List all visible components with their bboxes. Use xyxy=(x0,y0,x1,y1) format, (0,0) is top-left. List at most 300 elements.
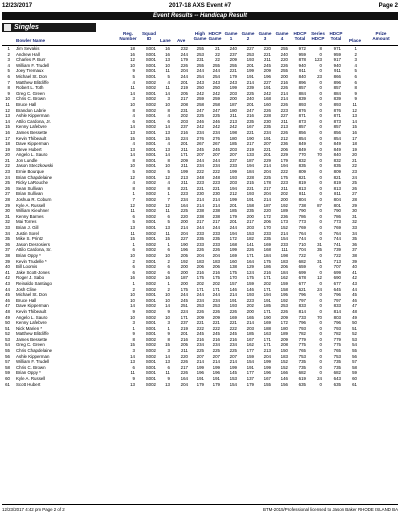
cell-lane: 10 xyxy=(165,101,170,107)
cell-high-game: 255 xyxy=(196,62,204,68)
cell-place: 9 xyxy=(354,90,357,96)
cell-squad-id: S002 xyxy=(145,85,156,91)
cell-squad-id: S002 xyxy=(145,213,156,219)
cell-hdcp-total-2: 971 xyxy=(333,46,341,51)
cell-series-hdcp: 0 xyxy=(319,169,322,175)
cell-high-game: 245 xyxy=(196,331,204,337)
cell-game3: 167 xyxy=(263,376,271,382)
cell-bowler-name: Brian Oppy * xyxy=(16,370,41,376)
cell-game4: 152 xyxy=(280,225,288,230)
cell-lane: 5 xyxy=(167,169,170,175)
cell-hdcp-game: 233 xyxy=(212,230,220,236)
cell-game4: 175 xyxy=(280,174,288,180)
cell-hdcp-total: 797 xyxy=(298,297,306,303)
cell-place: 27 xyxy=(352,191,357,197)
cell-lane: 7 xyxy=(167,197,170,203)
cell-reg-number: 9 xyxy=(132,376,135,382)
cell-series-hdcp: 0 xyxy=(319,191,322,197)
cell-bowler-name: Justin Sorel xyxy=(16,230,39,236)
cell-bowler-name: Kyle A. Russell xyxy=(16,376,46,382)
cell-hdcp-total-2: 893 xyxy=(333,101,341,107)
cell-game2: 201 xyxy=(246,62,254,68)
cell-high-game: 214 xyxy=(196,359,204,365)
cell-game4: 233 xyxy=(280,241,288,247)
cell-place: 34 xyxy=(352,230,357,236)
cell-reg-number: 10 xyxy=(130,62,135,68)
cell-hdcp-total: 833 xyxy=(298,303,306,309)
cell-hdcp-total: 821 xyxy=(298,174,306,180)
cell-game2: 177 xyxy=(246,370,254,376)
cell-hdcp-total-2: 796 xyxy=(333,292,341,298)
cell-hdcp-total-2: 803 xyxy=(333,314,341,320)
cell-squad-id: S001 xyxy=(145,297,156,303)
cell-ave: 226 xyxy=(180,370,188,376)
cell-rank: 6 xyxy=(7,73,10,79)
cell-hdcp-total-2: 813 xyxy=(333,185,341,191)
cell-hdcp-total-2: 786 xyxy=(333,213,341,219)
cell-hdcp-total: 849 xyxy=(298,141,306,147)
cell-squad-id: S002 xyxy=(145,79,156,85)
cell-reg-number: 7 xyxy=(132,197,135,203)
cell-game2: 225 xyxy=(246,90,254,96)
cell-rank: 17 xyxy=(5,135,10,141)
cell-game3: 204 xyxy=(263,191,271,197)
cell-lane: 1 xyxy=(167,325,170,331)
cell-game1: 214 xyxy=(229,359,237,365)
cell-place: 40 xyxy=(352,264,357,270)
cell-game3: 234 xyxy=(263,129,271,135)
cell-ave: 227 xyxy=(180,236,188,242)
cell-game1: 201 xyxy=(229,219,237,225)
cell-squad-id: S002 xyxy=(145,169,156,175)
cell-place: 23 xyxy=(352,169,357,175)
cell-rank: 11 xyxy=(5,101,10,107)
cell-game1: 169 xyxy=(229,252,237,258)
cell-hdcp-total-2: 871 xyxy=(333,113,341,119)
cell-game2: 239 xyxy=(246,85,254,91)
cell-bowler-name: Chris C. Brown xyxy=(16,96,46,102)
cell-game3: 213 xyxy=(263,348,271,354)
cell-game3: 226 xyxy=(263,107,271,113)
cell-ave: 217 xyxy=(180,364,188,370)
cell-squad-id: S001 xyxy=(145,73,156,79)
cell-game4: 226 xyxy=(280,308,288,314)
cell-high-game: 245 xyxy=(196,146,204,152)
cell-series-hdcp: 0 xyxy=(319,308,322,314)
cell-series-hdcp: 0 xyxy=(319,85,322,91)
cell-series-hdcp: 31 xyxy=(317,258,322,264)
cell-game3: 220 xyxy=(263,46,271,51)
cell-hdcp-total: 786 xyxy=(298,213,306,219)
cell-game1: 154 xyxy=(229,381,237,387)
cell-series-hdcp: 0 xyxy=(319,303,322,309)
cell-game2: 179 xyxy=(246,381,254,387)
cell-lane: 2 xyxy=(167,286,170,292)
cell-ave: 204 xyxy=(180,230,188,236)
cell-high-game: 234 xyxy=(196,342,204,348)
cell-hdcp-total: 682 xyxy=(298,258,306,264)
cell-reg-number: 15 xyxy=(130,342,135,348)
cell-bowler-name: Sean Sullivan xyxy=(16,185,43,191)
cell-game1: 244 xyxy=(229,225,237,230)
cell-game3: 206 xyxy=(263,219,271,225)
cell-game3: 204 xyxy=(263,353,271,359)
results-table xyxy=(0,46,400,387)
cell-game1: 214 xyxy=(229,292,237,298)
cell-ave: 203 xyxy=(180,118,188,124)
cell-place: 31 xyxy=(352,213,357,219)
cell-high-game: 235 xyxy=(196,236,204,242)
cell-squad-id: S001 xyxy=(145,129,156,135)
cell-game2: 187 xyxy=(246,157,254,163)
cell-ave: 209 xyxy=(180,157,188,163)
cell-series-hdcp: 0 xyxy=(319,157,322,163)
cell-game1: 193 xyxy=(229,303,237,309)
cell-game3: 211 xyxy=(264,57,271,63)
cell-reg-number: 11 xyxy=(130,85,135,91)
cell-high-game: 246 xyxy=(196,118,204,124)
cell-series-hdcp: 0 xyxy=(319,107,322,113)
cell-game1: 209 xyxy=(229,57,237,63)
cell-game3: 207 xyxy=(263,141,271,147)
cell-reg-number: 9 xyxy=(132,68,135,74)
cell-reg-number: 8 xyxy=(132,107,135,113)
cell-reg-number: 13 xyxy=(130,129,135,135)
cell-rank: 19 xyxy=(5,146,10,152)
col-hdcp-total-2: HDCP Total xyxy=(329,31,343,41)
cell-game1: 221 xyxy=(229,320,237,326)
cell-high-game: 234 xyxy=(196,297,204,303)
cell-hdcp-total-2: 832 xyxy=(333,157,341,163)
cell-high-game: 209 xyxy=(196,314,204,320)
cell-place: 18 xyxy=(352,141,357,147)
cell-reg-number: 8 xyxy=(132,336,135,342)
cell-game2: 146 xyxy=(246,286,254,292)
cell-place: 9 xyxy=(354,96,357,102)
cell-bowler-name: Attilo Cardona, Jr. xyxy=(16,118,51,124)
cell-hdcp-game: 221 xyxy=(212,185,220,191)
cell-lane: 9 xyxy=(167,331,170,337)
cell-high-game: 207 xyxy=(196,353,204,359)
cell-series-hdcp: 0 xyxy=(319,331,322,337)
cell-game4: 183 xyxy=(280,258,288,264)
cell-hdcp-game: 243 xyxy=(212,79,220,85)
cell-squad-id: S002 xyxy=(145,314,156,320)
cell-rank: 3 xyxy=(7,57,10,63)
cell-hdcp-total-2: 769 xyxy=(333,225,341,230)
cell-rank: 1 xyxy=(7,46,10,51)
cell-rank: 8 xyxy=(7,85,10,91)
cell-game3: 171 xyxy=(263,275,271,281)
cell-reg-number: 6 xyxy=(132,364,135,370)
cell-hdcp-game: 244 xyxy=(212,225,220,230)
cell-rank: 52 xyxy=(5,331,10,337)
cell-hdcp-total: 849 xyxy=(298,146,306,152)
cell-ave: 190 xyxy=(180,241,188,247)
cell-hdcp-total-2: 735 xyxy=(333,359,341,365)
cell-game3: 201 xyxy=(263,152,271,158)
cell-ave: 224 xyxy=(180,135,188,141)
cell-reg-number: 9 xyxy=(132,331,135,337)
cell-series-hdcp: 35 xyxy=(317,247,322,253)
cell-hdcp-game: 226 xyxy=(212,308,220,314)
cell-game2: 219 xyxy=(246,146,254,152)
cell-squad-id: S002 xyxy=(145,180,156,186)
cell-hdcp-game: 222 xyxy=(212,169,220,175)
cell-series-hdcp: 0 xyxy=(319,180,322,186)
cell-place: 44 xyxy=(352,286,357,292)
cell-series-hdcp: 0 xyxy=(319,342,322,348)
cell-hdcp-game: 234 xyxy=(212,342,220,348)
cell-game2: 227 xyxy=(246,46,254,51)
cell-lane: 10 xyxy=(165,252,170,258)
cell-hdcp-total: 835 xyxy=(298,163,306,169)
cell-bowler-name: Ricky LaRouche xyxy=(16,180,48,186)
cell-game4: 172 xyxy=(280,320,288,326)
col-lane: Lane xyxy=(160,38,171,43)
cell-game2: 228 xyxy=(246,174,254,180)
cell-hdcp-total-2: 811 xyxy=(334,191,341,197)
cell-game4: 189 xyxy=(280,331,288,337)
cell-squad-id: S001 xyxy=(145,157,156,163)
cell-hdcp-total-2: 645 xyxy=(333,286,341,292)
cell-bowler-name: Matthew Blitcliffe xyxy=(16,79,49,85)
cell-game3: 196 xyxy=(263,370,271,376)
cell-hdcp-total: 710 xyxy=(298,241,306,247)
cell-lane: 3 xyxy=(167,320,170,326)
cell-hdcp-game: 21 xyxy=(215,46,220,51)
cell-game3: 191 xyxy=(263,297,271,303)
cell-ave: 202 xyxy=(180,113,188,119)
cell-hdcp-total-2: 782 xyxy=(333,331,341,337)
cell-hdcp-total: 677 xyxy=(298,280,306,286)
cell-lane: 13 xyxy=(165,359,170,365)
cell-game2: 137 xyxy=(246,376,254,382)
cell-series-hdcp: 0 xyxy=(319,225,322,230)
cell-game4: 220 xyxy=(280,57,288,63)
cell-ave: 226 xyxy=(180,62,188,68)
cell-hdcp-game: 247 xyxy=(212,107,220,113)
cell-squad-id: S001 xyxy=(145,258,156,264)
cell-game3: 191 xyxy=(263,135,271,141)
cell-game2: 193 xyxy=(246,191,254,197)
cell-game2: 162 xyxy=(246,342,254,348)
cell-series-hdcp: 0 xyxy=(319,101,322,107)
cell-game2: 159 xyxy=(246,353,254,359)
cell-rank: 35 xyxy=(5,236,10,242)
cell-place: 47 xyxy=(352,303,357,309)
cell-game4: 202 xyxy=(280,191,288,197)
cell-high-game: 191 xyxy=(196,376,204,382)
cell-game4: 223 xyxy=(280,180,288,186)
cell-lane: 11 xyxy=(165,68,170,74)
cell-game1: 157 xyxy=(229,280,237,286)
cell-high-game: 234 xyxy=(196,129,204,135)
cell-ave: 196 xyxy=(180,247,188,253)
col-hdcp-total: HDCP Total xyxy=(293,31,307,41)
cell-game2: 203 xyxy=(246,325,254,331)
cell-ave: 211 xyxy=(181,146,188,152)
cell-game1: 175 xyxy=(229,269,237,275)
cell-series-hdcp: 0 xyxy=(319,174,322,180)
cell-place: 60 xyxy=(352,376,357,382)
cell-hdcp-game: 183 xyxy=(212,258,220,264)
cell-high-game: 259 xyxy=(196,96,204,102)
cell-game1: 207 xyxy=(229,353,237,359)
cell-hdcp-total: 738 xyxy=(298,202,306,208)
cell-bowler-name: Mike S. Printz xyxy=(16,236,44,242)
cell-rank: 61 xyxy=(5,381,10,387)
cell-place: 50 xyxy=(352,320,357,326)
cell-hdcp-total: 773 xyxy=(298,219,306,225)
cell-game1: 225 xyxy=(229,348,237,354)
cell-ave: 234 xyxy=(180,197,188,203)
column-headers xyxy=(0,30,400,45)
cell-hdcp-total: 819 xyxy=(298,180,306,186)
cell-reg-number: 10 xyxy=(130,101,135,107)
cell-hdcp-game: 207 xyxy=(212,152,220,158)
cell-rank: 22 xyxy=(5,163,10,169)
cell-place: 39 xyxy=(352,258,357,264)
cell-game1: 179 xyxy=(229,73,237,79)
cell-hdcp-total: 753 xyxy=(298,353,306,359)
cell-game1: 180 xyxy=(229,107,237,113)
cell-squad-id: S001 xyxy=(145,219,156,225)
col-bowler-name: Bowler Name xyxy=(16,38,46,43)
cell-game2: 216 xyxy=(246,113,254,119)
cell-hdcp-game: 216 xyxy=(212,336,220,342)
cell-reg-number: 8 xyxy=(132,157,135,163)
cell-hdcp-total-2: 839 xyxy=(333,96,341,102)
cell-reg-number: 5 xyxy=(132,169,135,175)
cell-squad-id: S001 xyxy=(145,141,156,147)
cell-lane: 6 xyxy=(167,118,170,124)
cell-ave: 219 xyxy=(180,85,188,91)
cell-ave: 220 xyxy=(180,213,188,219)
cell-game1: 213 xyxy=(229,118,237,124)
cell-series-hdcp: 0 xyxy=(319,146,322,152)
cell-reg-number: 1 xyxy=(132,241,135,247)
cell-lane: 3 xyxy=(167,348,170,354)
cell-place: 6 xyxy=(354,79,357,85)
cell-hdcp-game: 244 xyxy=(212,292,220,298)
cell-lane: 9 xyxy=(167,376,170,382)
cell-bowler-name: Kevin Thibeault xyxy=(16,135,47,141)
cell-high-game: 247 xyxy=(196,107,204,113)
cell-hdcp-total-2: 849 xyxy=(333,141,341,147)
page-number: Page 2 xyxy=(378,3,398,9)
cell-lane: 6 xyxy=(167,264,170,270)
cell-lane: 5 xyxy=(167,219,170,225)
cell-ave: 201 xyxy=(180,79,188,85)
cell-game1: 222 xyxy=(229,325,237,331)
cell-rank: 20 xyxy=(5,152,10,158)
cell-lane: 13 xyxy=(165,225,170,230)
cell-hdcp-total-2: 682 xyxy=(333,370,341,376)
cell-series-hdcp: 0 xyxy=(319,370,322,376)
cell-high-game: 244 xyxy=(196,292,204,298)
cell-game3: 220 xyxy=(263,208,271,214)
cell-hdcp-game: 246 xyxy=(212,118,220,124)
cell-place: 46 xyxy=(352,297,357,303)
cell-game2: 201 xyxy=(246,101,254,107)
cell-bowler-name: Bruce Hall xyxy=(16,297,37,303)
cell-lane: 8 xyxy=(167,185,170,191)
cell-hdcp-game: 244 xyxy=(212,157,220,163)
cell-lane: 14 xyxy=(165,152,170,158)
cell-hdcp-game: 242 xyxy=(212,124,220,130)
cell-game3: 194 xyxy=(263,292,271,298)
cell-game1: 243 xyxy=(229,79,237,85)
cell-game4: 156 xyxy=(280,381,288,387)
cell-hdcp-game: 235 xyxy=(212,236,220,242)
cell-place: 53 xyxy=(352,336,357,342)
cell-squad-id: S001 xyxy=(145,113,156,119)
cell-squad-id: S002 xyxy=(145,342,156,348)
cell-squad-id: S001 xyxy=(145,376,156,382)
cell-hdcp-total: 735 xyxy=(298,359,306,365)
cell-ave: 221 xyxy=(180,185,188,191)
cell-hdcp-total: 884 xyxy=(298,90,306,96)
cell-hdcp-total-2: 744 xyxy=(333,236,341,242)
cell-series-hdcp: 12 xyxy=(317,275,322,281)
cell-game3: 190 xyxy=(263,314,271,320)
cell-series-hdcp: 0 xyxy=(319,264,322,270)
cell-reg-number: 16 xyxy=(130,275,135,281)
cell-hdcp-total-2: 959 xyxy=(333,51,341,57)
cell-high-game: 221 xyxy=(196,185,204,191)
col-game2: Game 2 xyxy=(241,31,255,41)
cell-game4: 227 xyxy=(280,113,288,119)
cell-ave: 224 xyxy=(180,308,188,314)
cell-high-game: 238 xyxy=(196,208,204,214)
cell-hdcp-total: 896 xyxy=(298,79,306,85)
cell-game4: 213 xyxy=(280,124,288,130)
cell-lane: 3 xyxy=(167,96,170,102)
cell-lane: 10 xyxy=(165,163,170,169)
col-reg-number: Reg. Number xyxy=(119,31,137,41)
cell-ave: 204 xyxy=(180,68,188,74)
cell-high-game: 225 xyxy=(196,348,204,354)
cell-squad-id: S001 xyxy=(145,325,156,331)
cell-ave: 245 xyxy=(180,297,188,303)
cell-lane: 15 xyxy=(165,236,170,242)
cell-game2: 193 xyxy=(246,57,254,63)
cell-series-hdcp: 0 xyxy=(319,135,322,141)
cell-bowler-name: Kenny Barnes xyxy=(16,213,44,219)
cell-reg-number: 2 xyxy=(132,258,135,264)
cell-game4: 226 xyxy=(280,129,288,135)
cell-reg-number: 13 xyxy=(130,359,135,365)
cell-place: 59 xyxy=(352,370,357,376)
cell-hdcp-game: 221 xyxy=(212,320,220,326)
cell-place: 3 xyxy=(354,57,357,63)
cell-bowler-name: Jon Lundle xyxy=(16,157,38,163)
cell-lane: 12 xyxy=(165,174,170,180)
cell-lane: 6 xyxy=(167,247,170,253)
cell-place: 58 xyxy=(352,364,357,370)
cell-hdcp-game: 255 xyxy=(212,62,220,68)
cell-hdcp-game: 267 xyxy=(212,141,220,147)
cell-game2: 182 xyxy=(246,236,254,242)
cell-hdcp-game: 248 xyxy=(212,174,220,180)
cell-ave: 223 xyxy=(180,191,188,197)
cell-game1: 216 xyxy=(229,336,237,342)
cell-reg-number: 10 xyxy=(130,297,135,303)
cell-hdcp-total: 972 xyxy=(298,46,306,51)
cell-high-game: 244 xyxy=(196,157,204,163)
cell-place: 2 xyxy=(354,51,357,57)
